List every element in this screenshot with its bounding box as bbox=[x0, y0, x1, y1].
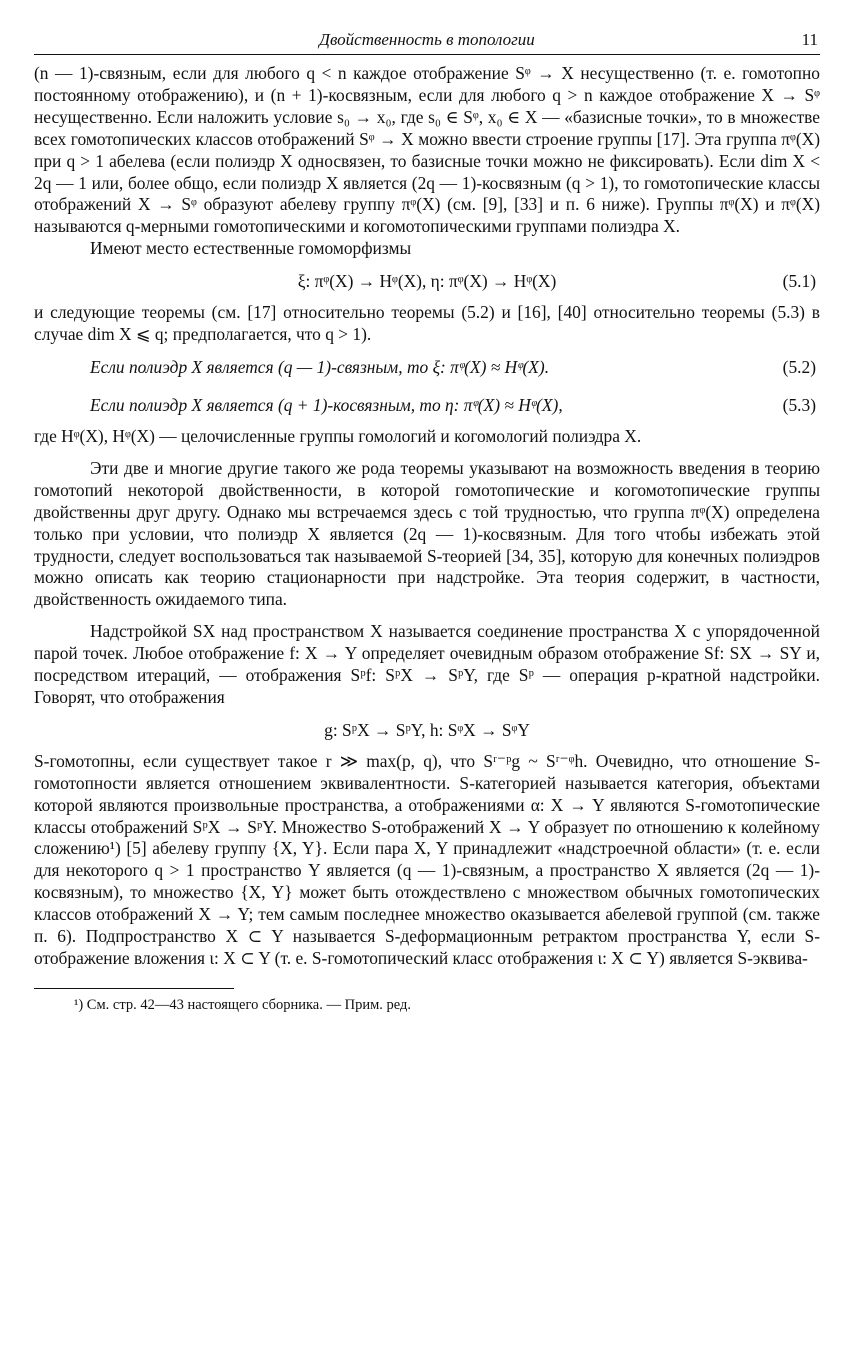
theorem-5-3-number: (5.3) bbox=[782, 394, 816, 415]
main-text bbox=[34, 63, 820, 1015]
footnote: ¹) См. стр. 42—43 настоящего сборника. — Прим. ред. bbox=[74, 996, 412, 1013]
paragraph-3: и следующие теоремы (см. [17] относительно теоремы (5.2) и [16], [40] относительно теоремы (5.3) в случае dim X ⩽ q; предполагается, что q > 1). bbox=[34, 302, 820, 345]
formula-g-h-body: g: SᵖX → SᵖY, h: SᵠX → SᵠY bbox=[324, 719, 530, 740]
theorem-5-3 bbox=[34, 388, 820, 422]
theorem-5-2-body: Если полиэдр X является (q — 1)-связным, то ξ: πᵠ(X) ≈ Hᵠ(X). bbox=[90, 356, 550, 377]
running-header bbox=[34, 28, 820, 55]
header-title: Двойственность в топологии bbox=[319, 30, 535, 49]
paragraph-2: Имеют место естественные гомоморфизмы bbox=[90, 238, 412, 259]
page-number: 11 bbox=[801, 30, 818, 49]
formula-5-1-body: ξ: πᵠ(X) → Hᵠ(X), η: πᵠ(X) → Hᵠ(X) bbox=[297, 271, 557, 292]
formula-5-1 bbox=[34, 266, 820, 296]
footnote-rule bbox=[34, 988, 234, 989]
paragraph-4: где Hᵠ(X), Hᵠ(X) — целочисленные группы гомологий и когомологий полиэдра X. bbox=[34, 425, 642, 446]
paragraph-1: (n — 1)-связным, если для любого q < n каждое отображение Sᵠ → X несущественно (т. е. гомотопно постоянному отображению), и (n + 1)-косвязным, если для любого q > n каждое отображение X → Sᵠ несущественно. Если наложить условие s₀ → x₀, где s₀ ∈ Sᵠ, x₀ ∈ X — «базисные точки», то в множестве всех гомотопических классов отображений Sᵠ → X можно ввести строение группы [17]. Эта группа πᵠ(X) при q > 1 абелева (если полиэдр X односвязен, то базисные точки можно не фиксировать). Если dim X < 2q — 1 или, более общо, если полиэдр X является (2q — 1)-косвязным (q > 1), то гомотопические классы отображений X → Sᵠ образуют абелеву группу πᵠ(X) (см. [9], [33] и п. 6 ниже). Группы πᵠ(X) и πᵠ(X) называются q-мерными гомотопическими и когомотопическими группами полиэдра X. bbox=[34, 63, 820, 237]
formula-5-1-number: (5.1) bbox=[782, 271, 816, 292]
paragraph-7: S-гомотопны, если существует такое r ≫ max(p, q), что Sʳ⁻ᵖg ~ Sʳ⁻ᵠh. Очевидно, что отношение S-гомотопности является отношением эквивалентности. S-категорией называется категория, объектами которой являются произвольные пространства, а отображениями α: X → Y являются S-гомотопические классы отображений SᵖX → SᵖY. Множество S-отображений X → Y образует по отношению к колейному сложению¹) [5] абелеву группу {X, Y}. Если пара X, Y принадлежит «надстроечной области» (т. е. если для некоторого q > 1 пространство Y является (q — 1)-связным, а пространство X является (2q — 1)-косвязным), то множество {X, Y} может быть отождествлено с множеством обычных гомотопических классов отображений X → Y; тем самым последнее множество оказывается абелевой группой (см. также п. 6). Подпространство X ⊂ Y называется S-деформационным ретрактом пространства Y, если S-отображение вложения ι: X ⊂ Y (т. е. S-гомотопический класс отображения ι: X ⊂ Y) является S-эквива- bbox=[34, 750, 820, 968]
theorem-5-2 bbox=[34, 350, 820, 384]
paragraph-6: Надстройкой SX над пространством X называется соединение пространства X с упорядоченной парой точек. Любое отображение f: X → Y определяет очевидным образом отображение Sf: SX → SY и, посредством итераций, — отображения Sᵖf: SᵖX → SᵖY, где Sᵖ — операция p-кратной надстройки. Говорят, что отображения bbox=[34, 621, 820, 707]
formula-g-h bbox=[34, 715, 820, 745]
page bbox=[34, 28, 820, 1015]
theorem-5-3-body: Если полиэдр X является (q + 1)-косвязным, то η: πᵠ(X) ≈ Hᵠ(X), bbox=[90, 394, 563, 415]
paragraph-5: Эти две и многие другие такого же рода теоремы указывают на возможность введения в теорию гомотопий некоторой двойственности, в которой гомотопические и когомотопические группы двойственны друг другу. Однако мы встречаемся здесь с той трудностью, что группа πᵠ(X) определена только при условии, что полиэдр X является (2q — 1)-косвязным. Для того чтобы избежать этой трудности, следует воспользоваться так называемой S-теорией [34, 35], которую для конечных полиэдров можно описать как теорию стационарности при надстройке. Эта теория содержит, в частности, двойственность ожидаемого типа. bbox=[34, 457, 820, 610]
theorem-5-2-number: (5.2) bbox=[782, 356, 816, 377]
